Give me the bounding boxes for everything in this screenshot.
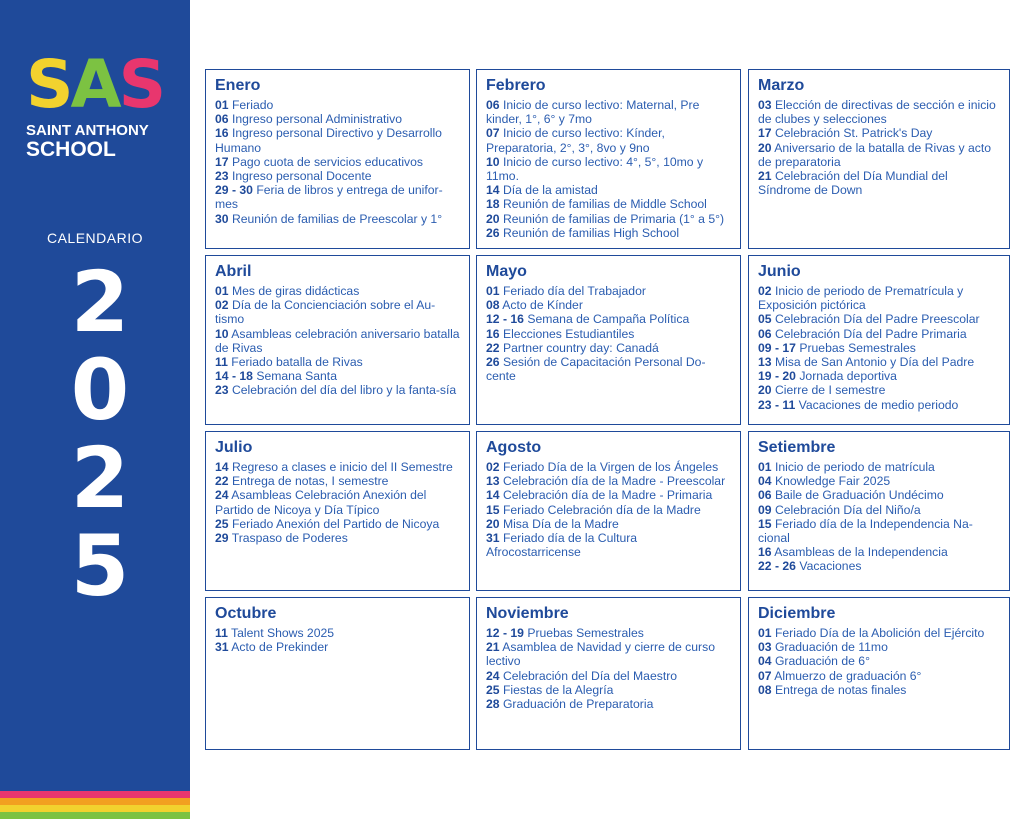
event-date: 02 [758,284,772,298]
event-text: Acto de Kínder [499,298,583,313]
logo-line2: SCHOOL [26,138,116,161]
year-digit: 2 [70,429,130,527]
event-text: Baile de Graduación Undécimo [771,488,944,503]
event-date: 12 - 16 [486,312,524,327]
month-card-noviembre [476,597,741,750]
event-item [758,545,1001,559]
event-text: Knowledge Fair 2025 [771,474,891,489]
event-text: Reunión de familias High School [499,225,680,240]
event-item [758,341,1001,355]
event-text: Feria de libros y entrega de unifor-mes [215,183,443,212]
event-date: 26 [486,355,500,370]
color-stripe [0,805,190,812]
month-card-mayo [476,255,741,425]
event-item [486,503,732,517]
event-item [215,460,461,474]
event-date: 28 [486,697,500,712]
event-date: 10 [486,154,500,169]
event-text: Pruebas Semestrales [795,340,916,355]
event-item [758,141,1001,169]
event-date: 20 [486,211,500,226]
calendar-label: CALENDARIO [46,230,144,246]
event-text: Feriado batalla de Rivas [227,355,363,370]
event-item [215,155,461,169]
event-item [486,298,732,312]
event-date: 22 [486,340,500,355]
event-date: 10 [215,326,229,341]
event-date: 15 [486,502,500,517]
event-text: Celebración del día del libro y la fanta-sía [228,383,457,398]
event-item [758,683,1001,697]
event-date: 06 [758,488,772,503]
event-text: Sesión de Capacitación Personal Do-cente [486,355,706,384]
event-text: Aniversario de la batalla de Rivas y acto de preparatoria [758,140,992,169]
month-card-abril [205,255,470,425]
event-date: 23 - 11 [758,397,796,412]
event-date: 24 [215,488,229,503]
event-item [758,559,1001,573]
event-item [486,683,732,697]
event-item [215,169,461,183]
month-card-julio [205,431,470,591]
event-date: 13 [486,474,500,489]
event-item [215,327,461,355]
event-text: Reunión de familias de Preescolar y 1° [228,211,443,226]
event-text: Partner country day: Canadá [499,340,659,355]
event-text: Celebración Día del Padre Primaria [771,326,967,341]
event-item [215,212,461,226]
event-item [486,640,732,668]
event-item [486,669,732,683]
event-item [486,312,732,326]
event-text: Jornada deportiva [795,369,897,384]
event-item [215,531,461,545]
event-date: 02 [215,298,229,313]
event-text: Ingreso personal Administrativo [228,112,402,127]
event-item [215,626,461,640]
event-text: Misa de San Antonio y Día del Padre [771,355,975,370]
event-date: 29 - 30 [215,183,253,198]
event-date: 13 [758,355,772,370]
event-date: 08 [758,682,772,697]
event-text: Feriado día de la Independencia Na-cional [758,516,973,546]
year-digit: 0 [70,341,130,439]
event-text: Talent Shows 2025 [227,626,335,640]
month-title: Octubre [215,605,277,622]
event-item [758,488,1001,502]
event-item [215,488,461,516]
event-text: Reunión de familias de Primaria (1° a 5°) [499,211,725,226]
event-text: Feriado día del Trabajador [499,284,646,298]
color-stripes [0,791,190,819]
event-text: Inicio de periodo de matrícula [771,460,935,474]
event-text: Pruebas Semestrales [523,626,644,640]
event-item [486,284,732,298]
event-item [486,355,732,383]
event-text: Pago cuota de servicios educativos [228,154,423,169]
event-text: Asamblea de Navidad y cierre de curso lectivo [486,640,715,669]
event-text: Día de la amistad [499,183,598,198]
event-text: Reunión de familias de Middle School [499,197,707,212]
event-item [486,517,732,531]
event-date: 14 [215,460,229,474]
year [60,253,140,615]
event-text: Celebración día de la Madre - Primaria [499,488,713,503]
month-card-agosto [476,431,741,591]
event-text: Inicio de periodo de Prematrícula y Exposición pictórica [758,284,964,313]
event-date: 04 [758,654,772,669]
event-date: 16 [758,545,772,560]
event-item [486,697,732,711]
event-date: 29 [215,531,229,546]
event-date: 22 - 26 [758,559,796,574]
month-title: Mayo [486,263,527,280]
event-item [758,654,1001,668]
event-date: 12 - 19 [486,626,524,640]
event-date: 15 [758,516,772,531]
event-date: 01 [758,460,772,474]
month-title: Enero [215,77,261,94]
event-item [758,169,1001,197]
event-date: 04 [758,474,772,489]
event-date: 31 [215,640,229,655]
event-date: 20 [758,383,772,398]
event-text: Elecciones Estudiantiles [499,326,635,341]
month-card-diciembre [748,597,1010,750]
event-date: 30 [215,211,229,226]
event-text: Feriado Anexión del Partido de Nicoya [228,516,440,531]
event-item [758,640,1001,654]
event-text: Elección de directivas de sección e inicio de clubes y selecciones [758,98,996,127]
event-text: Asambleas de la Independencia [771,545,948,560]
event-date: 18 [486,197,500,212]
month-title: Diciembre [758,605,836,622]
event-text: Vacaciones de medio periodo [795,397,959,412]
event-item [486,531,732,559]
event-item [486,327,732,341]
event-date: 01 [758,626,772,640]
event-date: 06 [758,326,772,341]
event-date: 26 [486,225,500,240]
event-date: 01 [215,98,229,112]
event-date: 07 [758,668,772,683]
event-text: Asambleas Celebración Anexión del Partido de Nicoya y Día Típico [215,488,427,517]
color-stripe [0,791,190,798]
event-item [758,98,1001,126]
event-item [486,626,732,640]
month-card-enero [205,69,470,249]
event-date: 11 [215,355,228,370]
event-item [758,460,1001,474]
event-item [215,183,461,211]
event-text: Celebración Día del Niño/a [771,502,921,517]
event-date: 21 [758,169,772,184]
event-text: Feriado día de la Cultura Afrocostarricense [486,531,638,560]
event-date: 24 [486,668,500,683]
event-item [486,98,732,126]
event-item [758,355,1001,369]
event-text: Acto de Prekinder [228,640,329,655]
color-stripe [0,798,190,805]
event-text: Asambleas celebración aniversario batalla de Rivas [215,326,460,355]
event-text: Celebración del Día Mundial del Síndrome de Down [758,169,948,198]
month-card-setiembre [748,431,1010,591]
event-item [486,126,732,154]
event-date: 16 [215,126,229,141]
event-date: 14 [486,183,500,198]
event-text: Feriado Día de la Virgen de los Ángeles [499,460,719,474]
event-date: 14 [486,488,500,503]
month-title: Abril [215,263,252,280]
month-title: Setiembre [758,439,836,456]
event-item [215,369,461,383]
event-date: 09 - 17 [758,340,796,355]
event-item [758,369,1001,383]
event-text: Celebración St. Patrick's Day [771,126,933,141]
event-item [486,474,732,488]
event-item [215,640,461,654]
event-text: Fiestas de la Alegría [499,682,614,697]
event-item [486,197,732,211]
event-text: Feriado Día de la Abolición del Ejército [771,626,985,640]
event-text: Feriado Celebración día de la Madre [499,502,701,517]
color-stripe [0,812,190,819]
event-date: 17 [215,154,229,169]
event-item [215,284,461,298]
event-item [758,126,1001,140]
event-date: 03 [758,640,772,655]
event-item [215,126,461,154]
year-digit: 2 [70,253,130,351]
event-item [215,517,461,531]
event-text: Entrega de notas, I semestre [228,474,389,489]
event-item [758,312,1001,326]
event-text: Celebración Día del Padre Preescolar [771,312,980,327]
event-item [758,284,1001,312]
event-date: 16 [486,326,500,341]
event-item [486,183,732,197]
event-date: 03 [758,98,772,112]
month-card-junio [748,255,1010,425]
event-item [758,626,1001,640]
logo-letters [26,46,176,123]
event-text: Entrega de notas finales [771,682,907,697]
event-text: Ingreso personal Directivo y Desarrollo Humano [215,126,442,155]
event-item [215,298,461,326]
event-text: Celebración del Día del Maestro [499,668,678,683]
event-text: Cierre de I semestre [771,383,886,398]
event-item [758,503,1001,517]
event-item [486,341,732,355]
event-item [758,669,1001,683]
event-item [486,155,732,183]
event-item [758,327,1001,341]
event-item [215,112,461,126]
event-item [758,474,1001,488]
event-text: Celebración día de la Madre - Preescolar [499,474,726,489]
event-text: Traspaso de Poderes [228,531,348,546]
event-item [486,212,732,226]
event-text: Graduación de 6° [771,654,870,669]
event-date: 01 [486,284,500,298]
event-item [486,460,732,474]
logo-letter: A [70,46,119,123]
month-title: Julio [215,439,253,456]
event-item [215,383,461,397]
logo-letter: S [26,46,71,123]
event-date: 01 [215,284,229,298]
event-date: 20 [758,140,772,155]
event-date: 20 [486,516,500,531]
event-text: Misa Día de la Madre [499,516,619,531]
event-item [215,355,461,369]
month-title: Marzo [758,77,805,94]
school-logo [26,46,176,161]
event-text: Día de la Concienciación sobre el Au-tismo [215,298,436,327]
event-date: 25 [215,516,229,531]
month-card-octubre [205,597,470,750]
event-date: 11 [215,626,228,640]
month-card-febrero [476,69,741,249]
event-item [758,398,1001,412]
event-text: Inicio de curso lectivo: Kínder, Preparatoria, 2°, 3°, 8vo y 9no [486,126,665,155]
event-date: 09 [758,502,772,517]
event-text: Semana de Campaña Política [523,312,690,327]
event-date: 14 - 18 [215,369,253,384]
event-text: Inicio de curso lectivo: Maternal, Pre kinder, 1°, 6° y 7mo [486,98,700,127]
event-date: 05 [758,312,772,327]
event-text: Graduación de Preparatoria [499,697,654,712]
month-title: Noviembre [486,605,569,622]
event-item [486,488,732,502]
event-date: 02 [486,460,500,474]
event-item [758,517,1001,545]
event-date: 19 - 20 [758,369,796,384]
logo-letter: S [118,46,164,123]
month-title: Febrero [486,77,546,94]
event-item [758,383,1001,397]
event-date: 22 [215,474,229,489]
event-date: 21 [486,640,500,655]
event-text: Graduación de 11mo [771,640,888,655]
event-date: 08 [486,298,500,313]
event-date: 23 [215,383,229,398]
event-date: 25 [486,682,500,697]
event-text: Semana Santa [252,369,337,384]
event-text: Vacaciones [795,559,862,574]
event-date: 23 [215,169,229,184]
event-text: Regreso a clases e inicio del II Semestre [228,460,453,474]
event-item [215,98,461,112]
sidebar [0,0,190,819]
event-text: Inicio de curso lectivo: 4°, 5°, 10mo y 11mo. [486,154,704,184]
month-title: Agosto [486,439,542,456]
event-date: 06 [486,98,500,112]
event-text: Mes de giras didácticas [228,284,360,298]
month-card-marzo [748,69,1010,249]
event-text: Feriado [228,98,274,112]
logo-line1: SAINT ANTHONY [26,122,149,139]
event-date: 06 [215,112,229,127]
event-text: Almuerzo de graduación 6° [771,668,922,683]
month-title: Junio [758,263,801,280]
event-date: 07 [486,126,500,141]
event-text: Ingreso personal Docente [228,169,372,184]
event-item [215,474,461,488]
event-date: 31 [486,531,500,546]
event-date: 17 [758,126,772,141]
event-item [486,226,732,240]
year-digit: 5 [70,517,130,615]
